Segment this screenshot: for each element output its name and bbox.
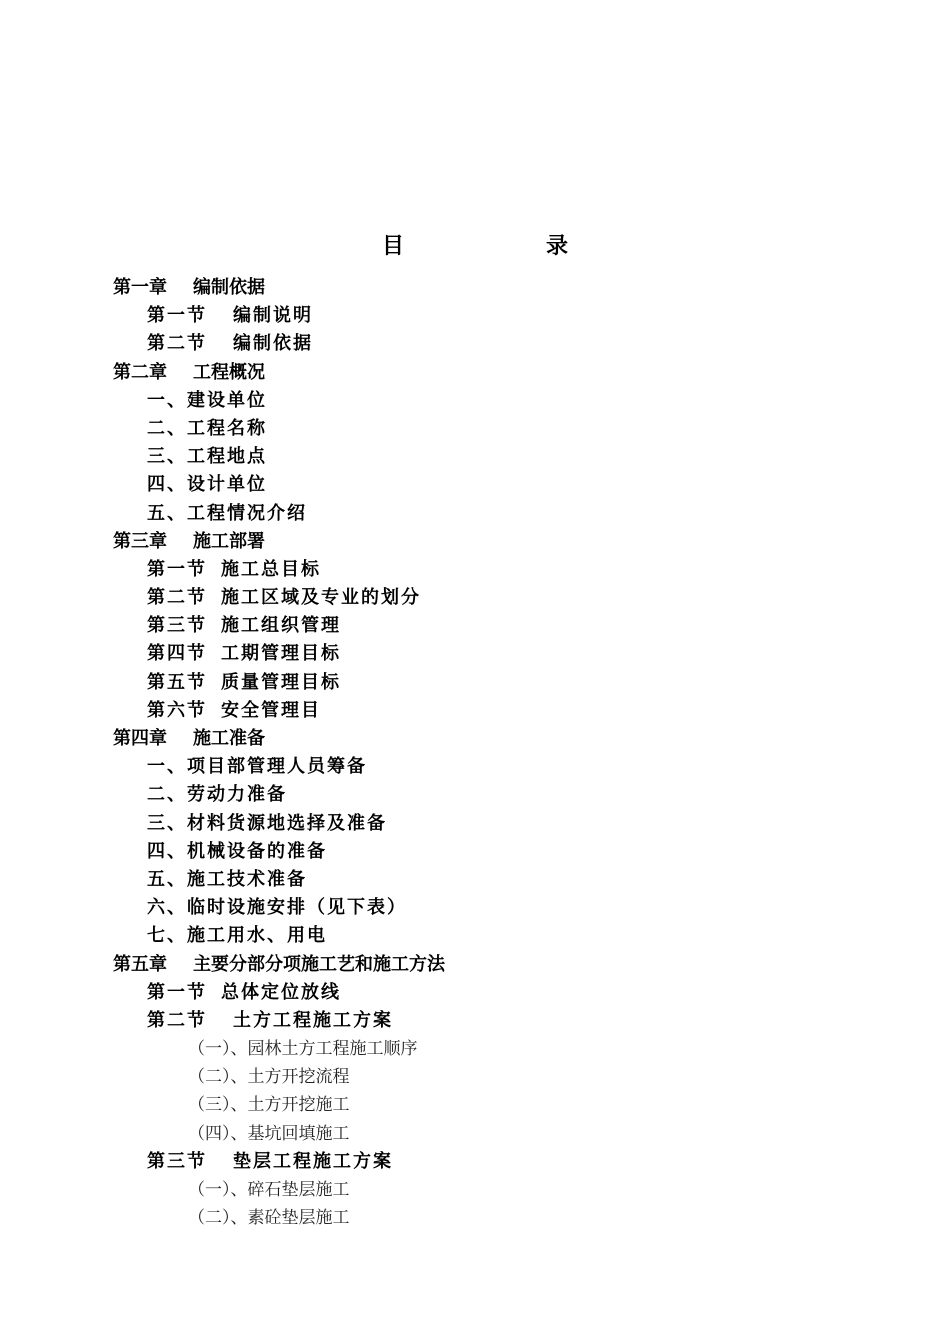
toc-entry-text: 质量管理目标 [221, 671, 341, 693]
toc-section[interactable] [0, 894, 950, 922]
toc-entry-text: 安全管理目 [221, 699, 321, 721]
toc-section[interactable] [0, 415, 950, 443]
toc-entry-text: 三、工程地点 [147, 446, 267, 468]
toc-subsection[interactable] [0, 1063, 950, 1091]
toc-entry-text: 编制说明 [233, 305, 313, 327]
toc-chapter[interactable] [0, 725, 950, 753]
toc-entry-number: 第五章 [113, 953, 167, 975]
toc-entry-number: 第一节 [147, 558, 207, 580]
toc-section[interactable] [0, 838, 950, 866]
toc-entry-text: 一、建设单位 [147, 389, 267, 411]
toc-entry-number: 第一节 [147, 981, 207, 1003]
toc-entry-number: 第三节 [147, 615, 207, 637]
toc-entry-number: 第五节 [147, 671, 207, 693]
toc-entry-number: 第二章 [113, 361, 167, 383]
toc-entry-text: 编制依据 [193, 277, 265, 298]
toc-section[interactable] [0, 330, 950, 358]
toc-section[interactable] [0, 922, 950, 950]
toc-entry-number: 第一章 [113, 277, 167, 298]
toc-entry-text: 总体定位放线 [221, 981, 341, 1003]
toc-entry-text: 五、工程情况介绍 [147, 502, 307, 524]
toc-entry-text: 工期管理目标 [221, 643, 341, 665]
toc-entry-text: 主要分部分项施工艺和施工方法 [193, 953, 445, 975]
toc-section[interactable] [0, 781, 950, 809]
toc-section[interactable] [0, 1007, 950, 1035]
toc-section[interactable] [0, 443, 950, 471]
toc-entry-text: 施工部署 [193, 530, 265, 552]
toc-entry-number: 第三节 [147, 1150, 207, 1172]
toc-section[interactable] [0, 471, 950, 499]
toc-entry-text: 五、施工技术准备 [147, 868, 307, 890]
toc-entry-text: （二）、素砼垫层施工 [188, 1208, 350, 1229]
toc-title: 目 录 [381, 234, 628, 259]
toc-entry-text: 工程概况 [193, 361, 265, 383]
toc-entry-text: 四、设计单位 [147, 474, 267, 496]
toc-section[interactable] [0, 753, 950, 781]
toc-section[interactable] [0, 612, 950, 640]
toc-entry-text: （一）、碎石垫层施工 [188, 1180, 350, 1200]
toc-chapter[interactable] [0, 274, 950, 302]
toc-chapter[interactable] [0, 528, 950, 556]
toc-entry-number: 第二节 [147, 587, 207, 609]
toc-list [0, 274, 950, 1232]
toc-entry-number: 第四章 [113, 728, 167, 749]
toc-entry-number: 第六节 [147, 699, 207, 721]
toc-entry-text: 施工区域及专业的划分 [221, 587, 421, 609]
toc-section[interactable] [0, 556, 950, 584]
toc-entry-number: 第四节 [147, 643, 207, 665]
toc-entry-text: （一）、园林土方工程施工顺序 [188, 1039, 418, 1060]
toc-subsection[interactable] [0, 1176, 950, 1204]
toc-entry-text: 施工总目标 [221, 558, 321, 580]
toc-entry-number: 第二节 [147, 1009, 207, 1031]
toc-entry-text: （二）、土方开挖流程 [188, 1067, 350, 1088]
toc-section[interactable] [0, 1148, 950, 1176]
toc-subsection[interactable] [0, 1091, 950, 1119]
toc-section[interactable] [0, 640, 950, 668]
toc-entry-text: （四）、基坑回填施工 [188, 1123, 350, 1144]
toc-entry-text: 四、机械设备的准备 [147, 840, 327, 862]
toc-entry-number: 第三章 [113, 530, 167, 552]
toc-entry-text: 一、项目部管理人员筹备 [147, 756, 367, 778]
toc-entry-text: 编制依据 [233, 333, 313, 355]
toc-section[interactable] [0, 669, 950, 697]
toc-chapter[interactable] [0, 951, 950, 979]
toc-entry-text: 七、施工用水、用电 [147, 925, 327, 947]
toc-section[interactable] [0, 979, 950, 1007]
toc-chapter[interactable] [0, 359, 950, 387]
toc-entry-text: 二、工程名称 [147, 417, 267, 439]
toc-entry-number: 第二节 [147, 333, 207, 355]
toc-section[interactable] [0, 866, 950, 894]
toc-subsection[interactable] [0, 1035, 950, 1063]
toc-entry-text: 垫层工程施工方案 [233, 1150, 393, 1172]
toc-entry-text: 六、临时设施安排（见下表） [147, 897, 407, 919]
toc-section[interactable] [0, 500, 950, 528]
toc-subsection[interactable] [0, 1204, 950, 1232]
toc-entry-text: 土方工程施工方案 [233, 1009, 393, 1031]
toc-section[interactable] [0, 697, 950, 725]
toc-entry-number: 第一节 [147, 305, 207, 327]
toc-section[interactable] [0, 302, 950, 330]
toc-section[interactable] [0, 387, 950, 415]
toc-entry-text: 三、材料货源地选择及准备 [147, 812, 387, 834]
toc-subsection[interactable] [0, 1120, 950, 1148]
toc-section[interactable] [0, 584, 950, 612]
toc-section[interactable] [0, 810, 950, 838]
toc-entry-text: 施工组织管理 [221, 615, 341, 637]
toc-entry-text: 二、劳动力准备 [147, 784, 287, 806]
toc-entry-text: 施工准备 [193, 728, 265, 749]
toc-entry-text: （三）、土方开挖施工 [188, 1095, 350, 1116]
